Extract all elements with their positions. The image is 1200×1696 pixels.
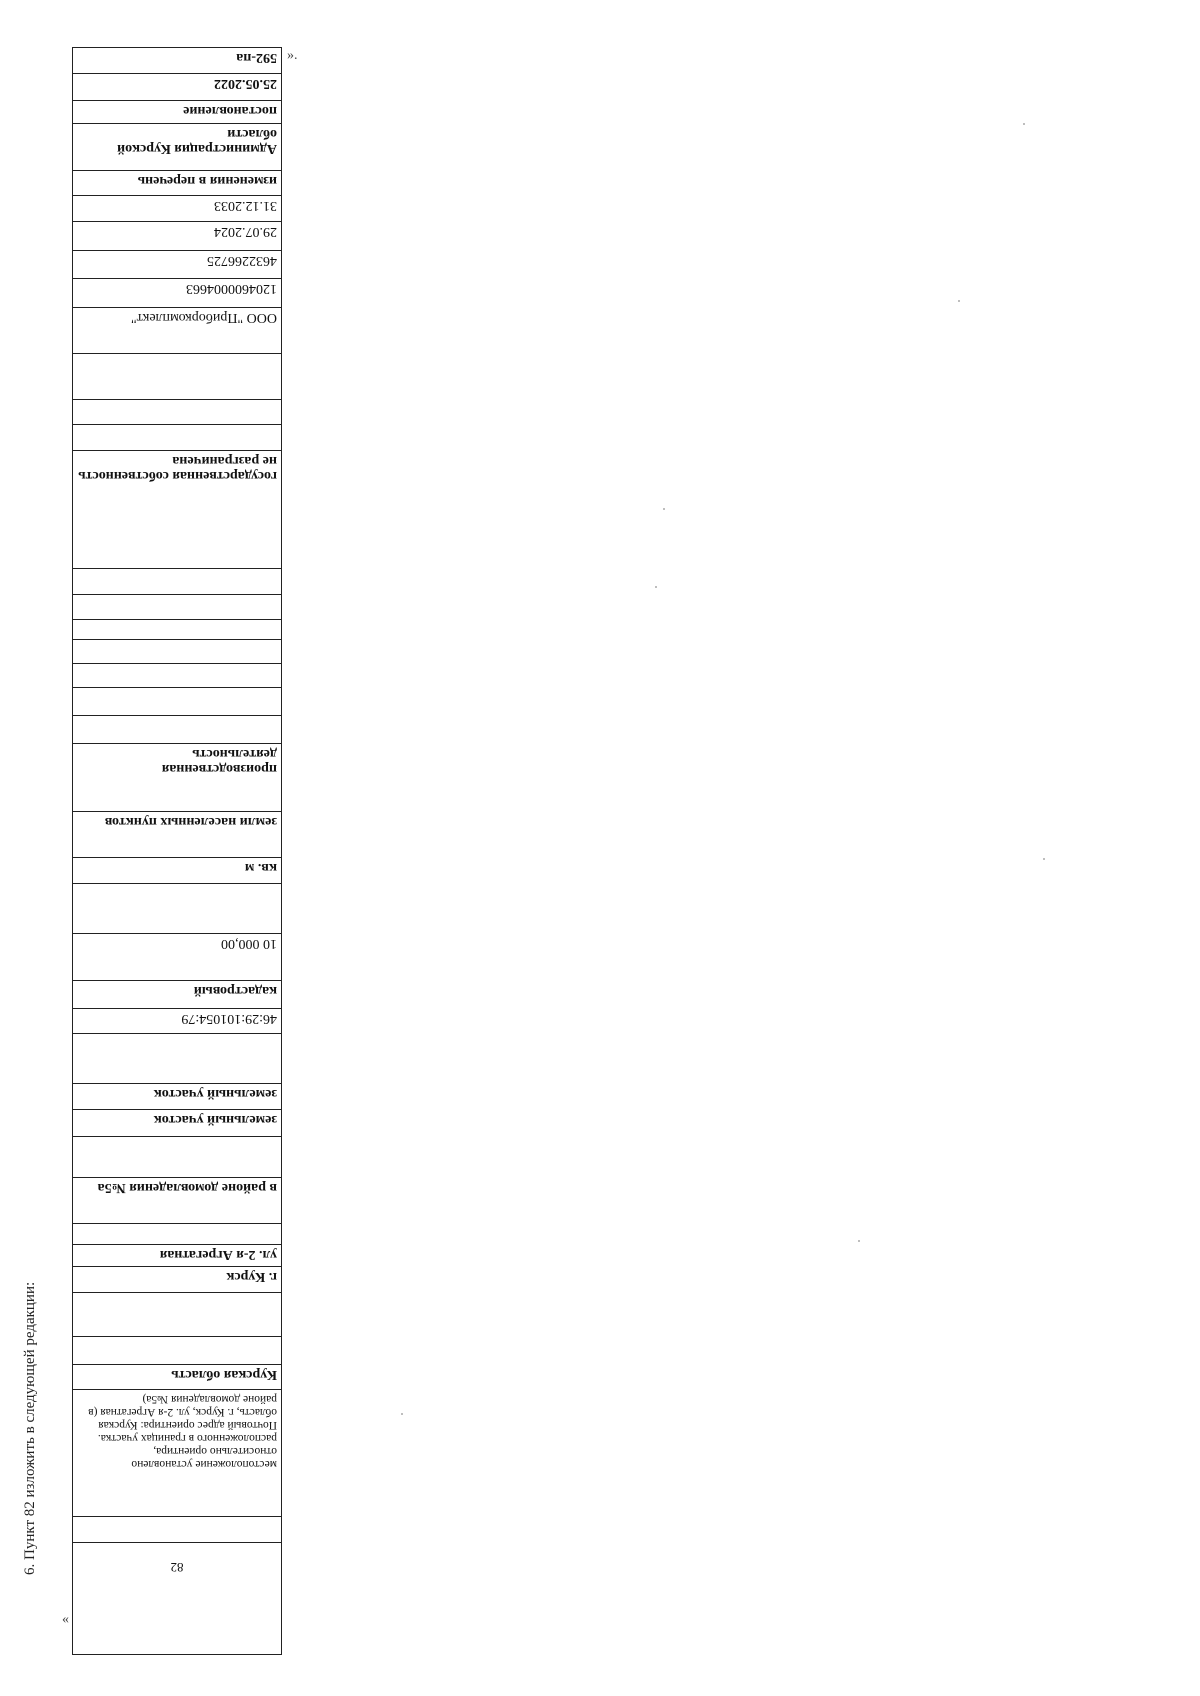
table-cell-text: кадастровый xyxy=(193,983,277,998)
table-cell-text: г. Курск xyxy=(226,1269,277,1284)
table-cell-text xyxy=(73,1293,281,1336)
table-cell-empty xyxy=(73,687,281,715)
table-cell xyxy=(73,857,281,883)
table-cell-text: 10 000,00 xyxy=(221,936,277,951)
table-cell-text: Администрация Курской области xyxy=(117,126,277,156)
table-cell xyxy=(73,1364,281,1389)
table-cell xyxy=(73,1109,281,1136)
table-cell-text: 1204600004663 xyxy=(186,281,277,296)
scan-speck xyxy=(1023,123,1025,125)
scan-speck xyxy=(655,586,657,588)
table-cell xyxy=(73,73,281,100)
table-cell-text xyxy=(73,640,281,663)
table-cell xyxy=(73,221,281,250)
table-cell-text xyxy=(73,716,281,743)
table-cell-text xyxy=(73,595,281,619)
table-cell-text: земельный участок xyxy=(153,1086,277,1101)
table-cell-text: Курская область xyxy=(171,1367,277,1382)
table-cell xyxy=(73,195,281,221)
table-cell xyxy=(73,933,281,980)
table-cell-text: в районе домовладения №5а xyxy=(97,1180,277,1195)
table-cell-text xyxy=(73,1517,281,1542)
table-cell-text xyxy=(73,400,281,424)
table-cell-text: кв. м xyxy=(244,860,277,875)
table-cell xyxy=(73,100,281,123)
table-cell xyxy=(73,278,281,307)
register-row-table xyxy=(72,47,282,1655)
table-cell xyxy=(73,123,281,170)
table-cell xyxy=(73,307,281,353)
table-cell-text xyxy=(73,664,281,687)
table-cell-empty xyxy=(73,1223,281,1244)
scan-speck xyxy=(958,300,960,302)
table-cell-empty xyxy=(73,1292,281,1336)
table-cell-text xyxy=(73,1034,281,1083)
table-cell-text: 31.12.2033 xyxy=(214,198,277,213)
table-cell-empty xyxy=(73,1516,281,1542)
table-cell-text: ООО "Приборкомплект" xyxy=(130,310,277,325)
table-cell-text xyxy=(73,1137,281,1177)
table-cell-empty xyxy=(73,663,281,687)
table-cell-empty xyxy=(73,353,281,399)
table-cell xyxy=(73,250,281,278)
table-cell-text xyxy=(73,884,281,933)
table-cell-text: постановление xyxy=(183,103,277,118)
table-cell-empty xyxy=(73,1033,281,1083)
page-heading: 6. Пункт 82 изложить в следующей редакции: xyxy=(22,1281,38,1575)
table-cell xyxy=(73,811,281,857)
scan-speck xyxy=(663,508,665,510)
scan-speck xyxy=(858,1240,860,1242)
table-cell xyxy=(73,170,281,195)
table-cell-empty xyxy=(73,1336,281,1364)
table-cell-text xyxy=(73,620,281,639)
table-cell-text: производственная деятельность xyxy=(161,746,277,776)
table-cell-text: изменения в перечень xyxy=(137,173,277,188)
opening-quote: « xyxy=(62,1612,69,1627)
scan-speck xyxy=(401,1413,403,1415)
table-cell xyxy=(73,980,281,1008)
table-cell xyxy=(73,1542,281,1593)
table-cell-text xyxy=(73,425,281,450)
table-cell xyxy=(73,48,281,73)
table-cell-empty xyxy=(73,883,281,933)
table-cell-text: 29.07.2024 xyxy=(214,224,277,239)
table-cell-text: 46:29:101054:79 xyxy=(181,1011,277,1026)
closing-quote: ». xyxy=(287,48,298,63)
table-cell-text xyxy=(73,354,281,399)
table-cell xyxy=(73,450,281,568)
scan-speck xyxy=(1043,858,1045,860)
table-cell xyxy=(73,1266,281,1292)
table-cell xyxy=(73,1083,281,1109)
table-cell-text: государственная собственность не разграничена xyxy=(78,453,277,483)
table-cell-empty xyxy=(73,594,281,619)
table-cell-empty xyxy=(73,639,281,663)
table-cell xyxy=(73,1008,281,1033)
table-cell-text: земли населенных пунктов xyxy=(104,814,277,829)
table-cell-text xyxy=(73,1337,281,1364)
table-cell-empty xyxy=(73,424,281,450)
table-cell-text: земельный участок xyxy=(153,1112,277,1127)
table-cell-text: 82 xyxy=(170,1560,184,1576)
table-cell xyxy=(73,1389,281,1516)
table-cell-text: 25.05.2022 xyxy=(214,76,277,91)
table-cell-empty xyxy=(73,399,281,424)
table-cell-empty xyxy=(73,1136,281,1177)
table-cell xyxy=(73,1177,281,1223)
table-cell-empty xyxy=(73,568,281,594)
table-cell xyxy=(73,1244,281,1266)
table-cell-text xyxy=(73,569,281,594)
table-cell xyxy=(73,743,281,811)
table-cell-text: местоположение установлено относительно ориентира, расположенного в границах участка. Почтовый адрес ориентира: Курская область, г. Курск, ул. 2-я Агрегатная (в районе домовладения №5а) xyxy=(88,1393,277,1470)
table-cell-text xyxy=(73,688,281,715)
table-cell-text: 592-па xyxy=(236,50,277,65)
table-cell-empty xyxy=(73,715,281,743)
table-cell-text: ул. 2-я Агрегатная xyxy=(159,1247,277,1262)
table-cell-text: 4632266725 xyxy=(207,253,277,268)
table-cell-empty xyxy=(73,619,281,639)
table-cell-text xyxy=(73,1224,281,1244)
